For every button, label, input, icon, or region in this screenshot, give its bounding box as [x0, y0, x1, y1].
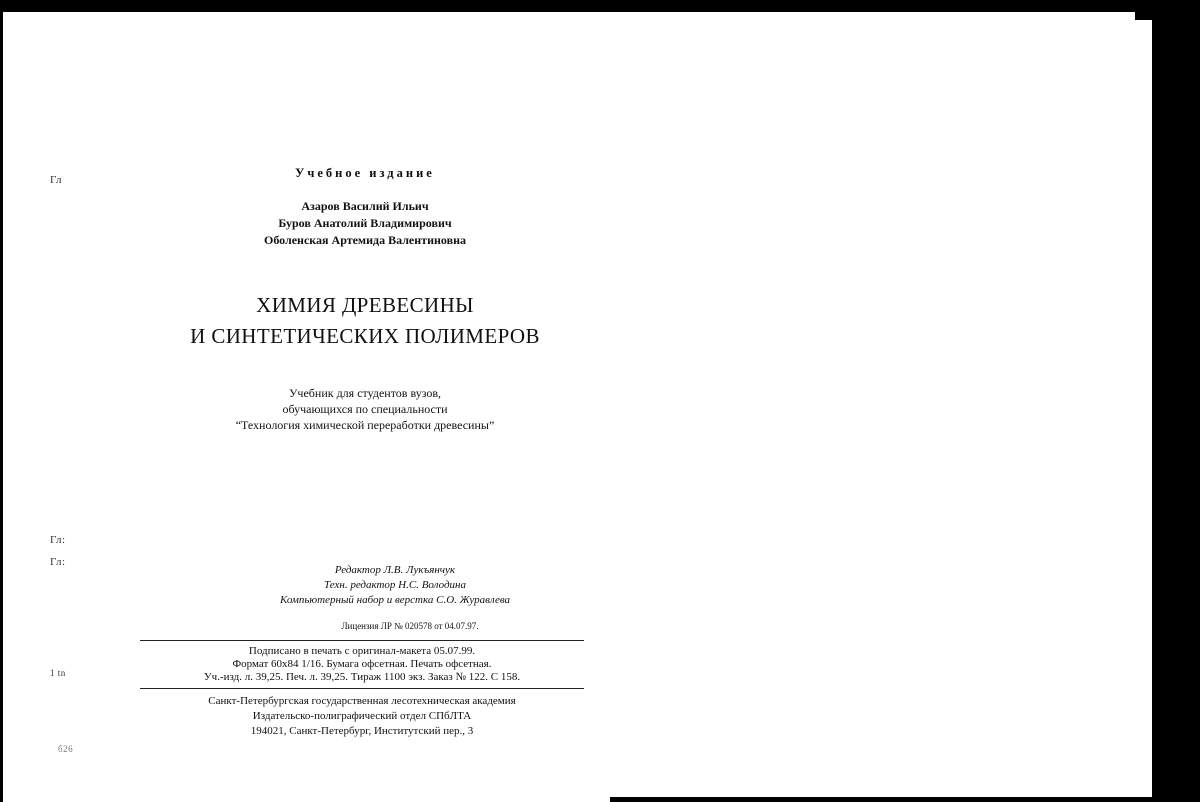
title-line: ХИМИЯ ДРЕВЕСИНЫ — [256, 293, 474, 317]
print-info — [140, 645, 584, 684]
editor-credit: Техн. редактор Н.С. Володина — [324, 579, 466, 591]
author-name: Буров Анатолий Владимирович — [278, 216, 452, 230]
editor-credit: Редактор Л.В. Лукъянчук — [334, 564, 456, 576]
license-line: Лицензия ЛР № 020578 от 04.07.97. — [341, 621, 479, 631]
margin-fragment: Гл: — [50, 534, 66, 546]
print-info-line: Формат 60х84 1/16. Бумага офсетная. Печать офсетная. — [232, 658, 492, 670]
subtitle-line: Учебник для студентов вузов, — [288, 386, 442, 400]
scan-border-top — [0, 0, 1200, 12]
scan-border-left — [0, 0, 3, 802]
subtitle-line: обучающихся по специальности — [282, 402, 448, 416]
print-info-line: Подписано в печать с оригинал-макета 05.07.99. — [248, 645, 476, 657]
author-name: Оболенская Артемида Валентиновна — [263, 233, 466, 247]
book-title — [130, 290, 600, 352]
divider-rule — [140, 640, 584, 641]
book-subtitle — [130, 385, 600, 433]
margin-fragment: Гл — [50, 174, 63, 186]
publisher-line: 194021, Санкт-Петербург, Институтский пер., 3 — [250, 725, 474, 737]
divider-rule — [140, 688, 584, 689]
editor-credit: Компьютерный набор и верстка С.О. Журавлева — [279, 594, 511, 606]
publisher-line: Издательско-полиграфический отдел СПбЛТА — [252, 710, 472, 722]
scan-border-right — [1152, 0, 1200, 802]
author-name: Азаров Василий Ильич — [301, 199, 429, 213]
margin-fragment: б26 — [58, 744, 74, 754]
authors-list — [130, 198, 600, 249]
editors-credits — [160, 563, 630, 608]
subtitle-line: “Технология химической переработки древесины” — [235, 418, 495, 432]
title-line: И СИНТЕТИЧЕСКИХ ПОЛИМЕРОВ — [190, 324, 540, 348]
margin-fragment: Гл: — [50, 556, 66, 568]
publisher-line: Санкт-Петербургская государственная лесотехническая академия — [208, 695, 516, 707]
print-info-line: Уч.-изд. л. 39,25. Печ. л. 39,25. Тираж 1100 экз. Заказ № 122. С 158. — [203, 671, 521, 683]
edition-label: Учебное издание — [295, 166, 435, 180]
scan-border-bottom — [610, 797, 1200, 802]
publisher-info — [140, 694, 584, 739]
margin-fragment: 1 tn — [50, 668, 66, 678]
